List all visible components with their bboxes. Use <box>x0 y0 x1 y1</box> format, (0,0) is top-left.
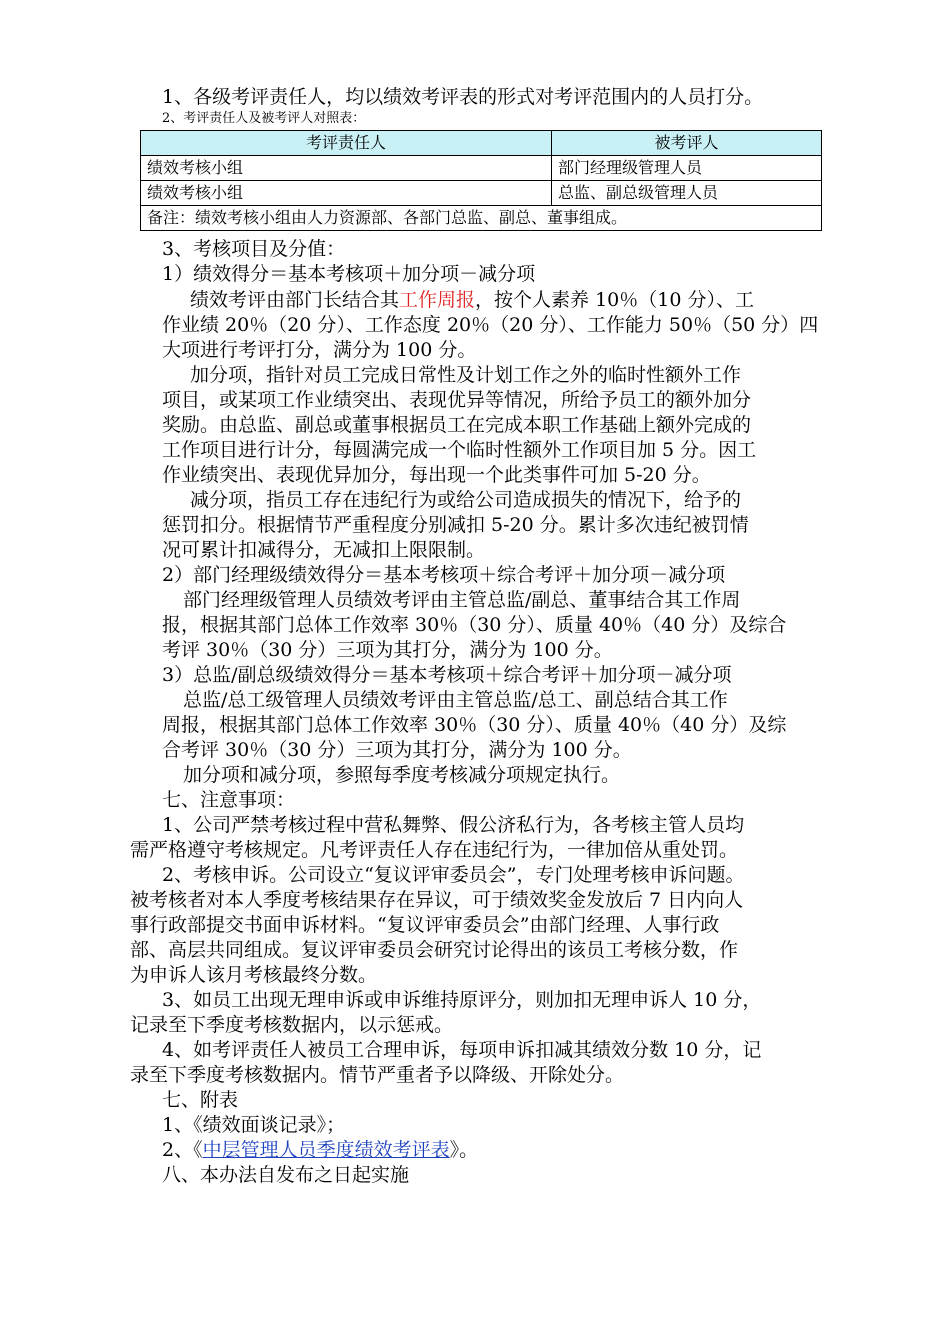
paragraph-line: 为申诉人该月考核最终分数。 <box>130 964 378 986</box>
table-row <box>141 156 822 181</box>
paragraph-line: 惩罚扣分。根据情节严重程度分别减扣 5-20 分。累计多次违纪被罚情 <box>162 514 749 536</box>
table-cell: 绩效考核小组 <box>141 181 552 206</box>
paragraph-deduction-line: 减分项，指员工存在违纪行为或给公司造成损失的情况下，给予的 <box>190 489 742 511</box>
paragraph-assessor-scoring: 1、各级考评责任人，均以绩效考评表的形式对考评范围内的人员打分。 <box>162 86 764 108</box>
section-items-heading: 3、考核项目及分值： <box>162 238 346 260</box>
paragraph-line: 需严格遵守考核规定。凡考评责任人存在违纪行为，一律加倍从重处罚。 <box>130 839 739 861</box>
table-header-row <box>141 131 822 156</box>
header-assessee: 被考评人 <box>552 131 822 156</box>
table-cell: 绩效考核小组 <box>141 156 552 181</box>
text-run: 2、《 <box>162 1139 203 1161</box>
paragraph-line: 录至下季度考核数据内。情节严重者予以降级、开除处分。 <box>130 1064 625 1086</box>
table-cell: 总监、副总级管理人员 <box>552 181 822 206</box>
note-1-line: 1、公司严禁考核过程中营私舞弊、假公济私行为，各考核主管人员均 <box>162 814 745 836</box>
appendix-item-1: 1、《绩效面谈记录》； <box>162 1114 346 1136</box>
note-2-line: 2、考核申诉。公司设立“复议评审委员会”，专门处理考核申诉问题。 <box>162 864 745 886</box>
paragraph-line: 大项进行考评打分，满分为 100 分。 <box>162 339 477 361</box>
paragraph-line: 被考核者对本人季度考核结果存在异议，可于绩效奖金发放后 7 日内向人 <box>130 889 744 911</box>
table-cell: 部门经理级管理人员 <box>552 156 822 181</box>
paragraph-line: 合考评 30％（30 分）三项为其打分，满分为 100 分。 <box>162 739 632 761</box>
formula-director: 3）总监/副总级绩效得分＝基本考核项＋综合考评＋加分项－减分项 <box>162 664 732 686</box>
paragraph-line: 作业绩突出、表现优异加分，每出现一个此类事件可加 5-20 分。 <box>162 464 711 486</box>
formula-manager: 2）部门经理级绩效得分＝基本考核项＋综合考评＋加分项－减分项 <box>162 564 726 586</box>
section-effective-heading: 八、本办法自发布之日起实施 <box>162 1164 410 1186</box>
table-row <box>141 181 822 206</box>
appendix-link-quarterly-form[interactable]: 中层管理人员季度绩效考评表 <box>202 1139 450 1161</box>
table-note-row <box>141 206 822 231</box>
section-appendix-heading: 七、附表 <box>162 1089 239 1111</box>
formula-staff: 1）绩效得分＝基本考核项＋加分项－减分项 <box>162 263 536 285</box>
paragraph-line: 工作项目进行计分，每圆满完成一个临时性额外工作项目加 5 分。因工 <box>162 439 757 461</box>
note-3-line: 3、如员工出现无理申诉或申诉维持原评分，则加扣无理申诉人 10 分， <box>162 989 762 1011</box>
paragraph-bonus-line: 加分项，指针对员工完成日常性及计划工作之外的临时性额外工作 <box>190 364 742 386</box>
note-4-line: 4、如考评责任人被员工合理申诉，每项申诉扣减其绩效分数 10 分，记 <box>162 1039 762 1061</box>
paragraph-line: 项目，或某项工作业绩突出、表现优异等情况，所给予员工的额外加分 <box>162 389 752 411</box>
text-run: 绩效考评由部门长结合其 <box>190 289 400 311</box>
header-assessor: 考评责任人 <box>141 131 552 156</box>
highlight-weekly-report: 工作周报 <box>399 289 476 311</box>
paragraph-basic-line <box>190 287 754 313</box>
paragraph-manager-line: 部门经理级管理人员绩效考评由主管总监/副总、董事结合其工作周 <box>183 589 741 611</box>
table-caption: 2、考评责任人及被考评人对照表： <box>162 111 366 126</box>
paragraph-line: 作业绩 20％（20 分）、工作态度 20％（20 分）、工作能力 50％（50 分）四 <box>162 314 819 336</box>
paragraph-line: 考评 30％（30 分）三项为其打分，满分为 100 分。 <box>162 639 613 661</box>
paragraph-line: 记录至下季度考核数据内，以示惩戒。 <box>130 1014 454 1036</box>
appendix-item-2 <box>162 1137 478 1163</box>
paragraph-line: 部、高层共同组成。复议评审委员会研究讨论得出的该员工考核分数，作 <box>130 939 739 961</box>
paragraph-director-line: 总监/总工级管理人员绩效考评由主管总监/总工、副总结合其工作 <box>183 689 728 711</box>
paragraph-line: 周报，根据其部门总体工作效率 30％（30 分）、质量 40％（40 分）及综 <box>162 714 787 736</box>
text-run: ，按个人素养 10％（10 分）、工 <box>475 289 754 311</box>
text-run: 》。 <box>449 1139 479 1161</box>
paragraph-line: 事行政部提交书面申诉材料。“复议评审委员会”由部门经理、人事行政 <box>130 914 720 936</box>
paragraph-line: 报，根据其部门总体工作效率 30％（30 分）、质量 40％（40 分）及综合 <box>162 614 787 636</box>
paragraph-bonus-deduction-rule: 加分项和减分项，参照每季度考核减分项规定执行。 <box>183 764 621 786</box>
table-note: 备注：绩效考核小组由人力资源部、各部门总监、副总、董事组成。 <box>141 206 822 231</box>
paragraph-line: 奖励。由总监、副总或董事根据员工在完成本职工作基础上额外完成的 <box>162 414 752 436</box>
paragraph-line: 况可累计扣减得分，无减扣上限限制。 <box>162 539 486 561</box>
section-notes-heading: 七、注意事项： <box>162 789 296 811</box>
assessor-comparison-table <box>140 130 822 231</box>
